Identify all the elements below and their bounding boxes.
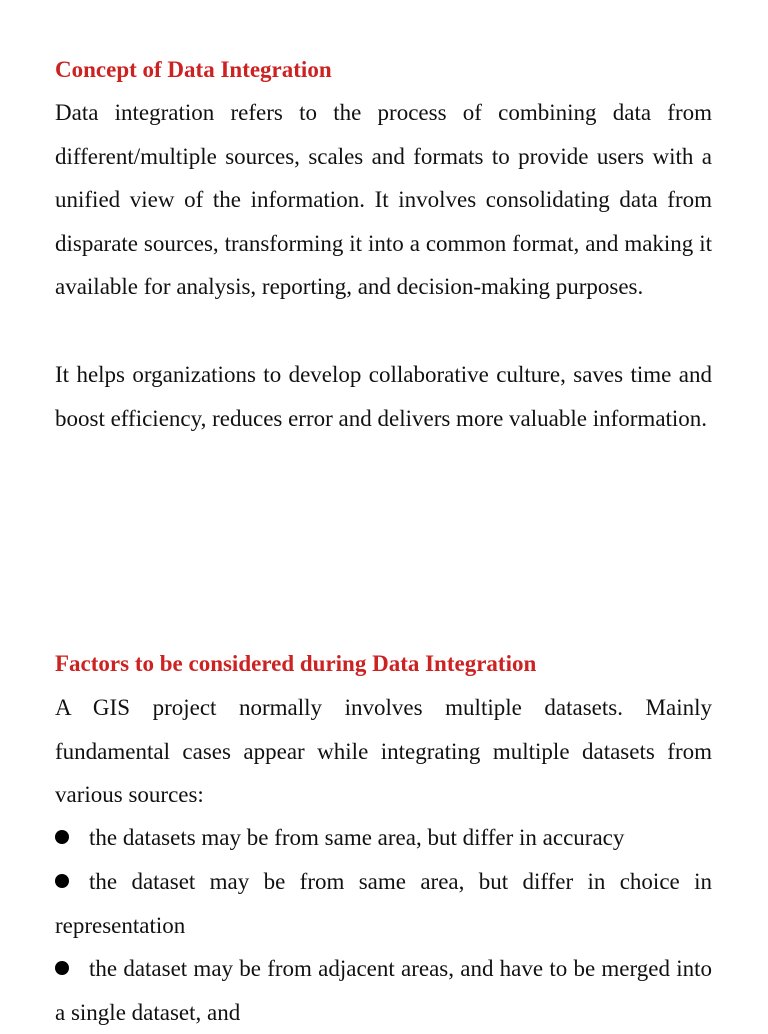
section-title-factors: Factors to be considered during Data Integration [55,651,537,676]
bullet-text: the dataset may be from adjacent areas, and have to be merged into a single dataset, and [55,956,712,1025]
paragraph-benefits: It helps organizations to develop collaborative culture, saves time and boost efficiency, reduces error and delivers more valuable information. [55,362,712,431]
bullet-text: the datasets may be from same area, but differ in accuracy [89,825,625,850]
bullet-icon [55,874,69,888]
bullet-item-representation [55,860,712,947]
bullet-icon [55,830,69,844]
section-title-concept: Concept of Data Integration [55,57,332,82]
paragraph-definition: Data integration refers to the process of combining data from different/multiple sources, scales and formats to provide users with a unified view of the information. It involves consolidating data from disparate sources, transforming it into a common format, and making it available for analysis, reporting, and decision-making purposes. [55,100,712,300]
bullet-item-accuracy [55,816,712,860]
bullet-item-adjacent [55,947,712,1034]
bullet-text: the dataset may be from same area, but differ in choice in representation [55,869,712,938]
paragraph-intro: A GIS project normally involves multiple datasets. Mainly fundamental cases appear while integrating multiple datasets from various sources: [55,695,712,808]
bullet-icon [55,961,69,975]
